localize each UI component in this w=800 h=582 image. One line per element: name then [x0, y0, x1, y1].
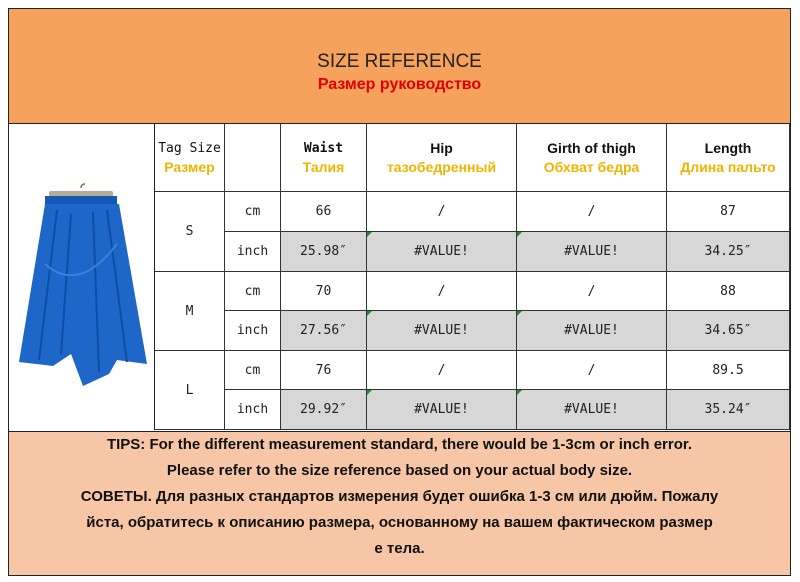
- waist-cm: 70: [281, 272, 367, 311]
- thigh-inch: #VALUE!: [517, 390, 667, 430]
- header-thigh: Girth of thigh Обхват бедра: [517, 124, 667, 192]
- hip-cm: /: [367, 192, 517, 232]
- waist-inch: 29.92″: [281, 390, 367, 430]
- length-cm: 88: [667, 272, 790, 311]
- header-hip: Hip тазобедренный: [367, 124, 517, 192]
- unit-inch: inch: [225, 232, 281, 272]
- length-cm: 87: [667, 192, 790, 232]
- hip-cm: /: [367, 351, 517, 390]
- waist-inch: 27.56″: [281, 311, 367, 351]
- hip-inch: #VALUE!: [367, 311, 517, 351]
- unit-cm: cm: [225, 192, 281, 232]
- waist-inch: 25.98″: [281, 232, 367, 272]
- page-title: SIZE REFERENCE: [317, 51, 482, 72]
- header-length: Length Длина пальто: [667, 124, 790, 192]
- length-cm: 89.5: [667, 351, 790, 390]
- tips-line-3: СОВЕТЫ. Для разных стандартов измерения будет ошибка 1-3 см или дюйм. Пожалу: [80, 488, 719, 505]
- page-subtitle: Размер руководство: [317, 76, 482, 93]
- outer-border: [8, 8, 791, 576]
- length-inch: 35.24″: [667, 390, 790, 430]
- hip-inch: #VALUE!: [367, 390, 517, 430]
- length-inch: 34.25″: [667, 232, 790, 272]
- unit-cm: cm: [225, 351, 281, 390]
- hip-cm: /: [367, 272, 517, 311]
- waist-cm: 66: [281, 192, 367, 232]
- thigh-inch: #VALUE!: [517, 311, 667, 351]
- thigh-cm: /: [517, 272, 667, 311]
- unit-inch: inch: [225, 311, 281, 351]
- waist-cm: 76: [281, 351, 367, 390]
- unit-inch: inch: [225, 390, 281, 430]
- thigh-cm: /: [517, 351, 667, 390]
- header-tag-size: Tag Size Размер: [155, 124, 225, 192]
- size-label-m: M: [155, 272, 225, 351]
- tips-line-2: Please refer to the size reference based on your actual body size.: [166, 462, 633, 479]
- length-inch: 34.65″: [667, 311, 790, 351]
- unit-cm: cm: [225, 272, 281, 311]
- tips-line-1: TIPS: For the different measurement standard, there would be 1-3cm or inch error.: [106, 436, 693, 453]
- thigh-cm: /: [517, 192, 667, 232]
- hip-inch: #VALUE!: [367, 232, 517, 272]
- tips-line-5: е тела.: [374, 540, 425, 557]
- thigh-inch: #VALUE!: [517, 232, 667, 272]
- tips-line-4: йста, обратитесь к описанию размера, основанному на вашем фактическом размер: [86, 514, 713, 531]
- header-waist: Waist Талия: [281, 124, 367, 192]
- size-label-l: L: [155, 351, 225, 430]
- size-label-s: S: [155, 192, 225, 272]
